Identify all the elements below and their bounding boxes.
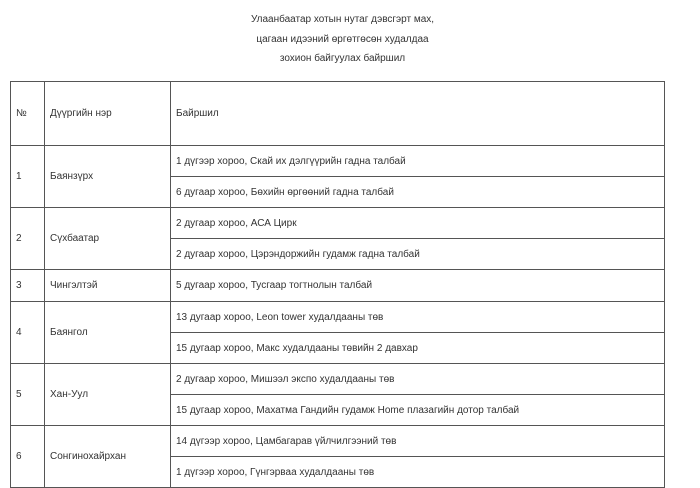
row-number: 6 (11, 426, 45, 488)
title-line-3: зохион байгуулах байршил (279, 53, 406, 64)
document-title (0, 10, 685, 69)
district-name: Баянгол (45, 302, 171, 364)
district-name: Сонгинохайрхан (45, 426, 171, 488)
district-name: Чингэлтэй (45, 270, 171, 302)
district-name: Хан-Уул (45, 364, 171, 426)
location-cell: 5 дугаар хороо, Тусгаар тогтнолын талбай (171, 270, 665, 302)
row-number: 4 (11, 302, 45, 364)
row-number: 2 (11, 208, 45, 270)
row-number: 5 (11, 364, 45, 426)
location-cell: 2 дугаар хороо, Цэрэндоржийн гудамж гадна талбай (171, 239, 665, 270)
header-location: Байршил (171, 82, 665, 146)
location-cell: 14 дүгээр хороо, Цамбагарав үйлчилгээний төв (171, 426, 665, 457)
table-header-row (11, 82, 665, 146)
location-cell: 2 дугаар хороо, Мишээл экспо худалдааны төв (171, 364, 665, 395)
location-cell: 15 дугаар хороо, Махатма Гандийн гудамж Home плазагийн дотор талбай (171, 395, 665, 426)
row-number: 1 (11, 146, 45, 208)
location-cell: 1 дүгээр хороо, Скай их дэлгүүрийн гадна талбай (171, 146, 665, 177)
table-row (11, 426, 665, 457)
table-row (11, 208, 665, 239)
location-cell: 1 дүгээр хороо, Гүнгэрваа худалдааны төв (171, 457, 665, 488)
location-cell: 15 дугаар хороо, Макс худалдааны төвийн 2 давхар (171, 333, 665, 364)
header-district: Дүүргийн нэр (45, 82, 171, 146)
district-name: Баянзүрх (45, 146, 171, 208)
row-number: 3 (11, 270, 45, 302)
table-row (11, 270, 665, 302)
table-row (11, 146, 665, 177)
locations-table (10, 81, 665, 488)
title-line-1: Улаанбаатар хотын нутаг дэвсгэрт мах, (250, 14, 435, 25)
title-line-2: цагаан идээний өргөтгөсөн худалдаа (256, 33, 429, 45)
location-cell: 2 дугаар хороо, АСА Цирк (171, 208, 665, 239)
location-cell: 13 дугаар хороо, Leon tower худалдааны төв (171, 302, 665, 333)
location-cell: 6 дугаар хороо, Бөхийн өргөөний гадна талбай (171, 177, 665, 208)
district-name: Сүхбаатар (45, 208, 171, 270)
table-row (11, 364, 665, 395)
table-row (11, 302, 665, 333)
header-number: № (11, 82, 45, 146)
